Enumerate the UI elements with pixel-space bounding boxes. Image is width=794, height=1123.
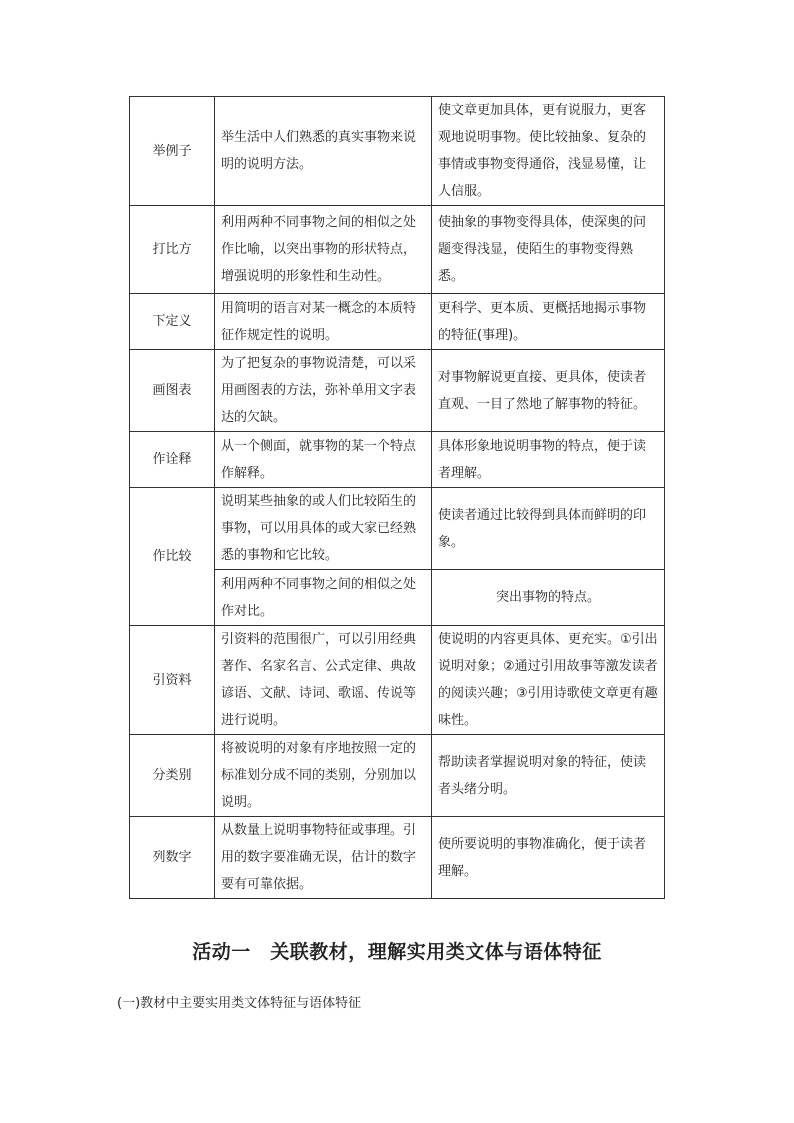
table-row (130, 432, 665, 488)
method-description: 举生活中人们熟悉的真实事物来说明的说明方法。 (215, 97, 432, 206)
method-name: 下定义 (130, 294, 215, 350)
method-description: 引资料的范围很广，可以引用经典著作、名家名言、公式定律、典故谚语、文献、诗词、歌谣、传说等进行说明。 (215, 626, 432, 735)
method-effect: 使文章更加具体，更有说服力，更客观地说明事物。使比较抽象、复杂的事情或事物变得通俗，浅显易懂，让人信服。 (432, 97, 665, 206)
method-name: 分类别 (130, 735, 215, 817)
method-name: 作诠释 (130, 432, 215, 488)
method-description: 用简明的语言对某一概念的本质特征作规定性的说明。 (215, 294, 432, 350)
table-row (130, 626, 665, 735)
method-name: 举例子 (130, 97, 215, 206)
subsection-heading: (一)教材中主要实用类文体特征与语体特征 (117, 996, 362, 1011)
method-effect: 帮助读者掌握说明对象的特征，使读者头绪分明。 (432, 735, 665, 817)
method-description: 利用两种不同事物之间的相似之处作对比。 (215, 570, 432, 626)
method-effect: 具体形象地说明事物的特点，便于读者理解。 (432, 432, 665, 488)
method-description: 说明某些抽象的或人们比较陌生的事物，可以用具体的或大家已经熟悉的事物和它比较。 (215, 488, 432, 570)
table-row (130, 206, 665, 294)
method-effect: 突出事物的特点。 (432, 570, 665, 626)
method-effect: 使读者通过比较得到具体而鲜明的印象。 (432, 488, 665, 570)
section-title: 活动一 关联教材，理解实用类文体与语体特征 (192, 941, 602, 963)
method-description: 将被说明的对象有序地按照一定的标准划分成不同的类别，分别加以说明。 (215, 735, 432, 817)
method-name: 打比方 (130, 206, 215, 294)
method-description: 从一个侧面，就事物的某一个特点作解释。 (215, 432, 432, 488)
table-row (130, 488, 665, 570)
table-row (130, 294, 665, 350)
method-name: 列数字 (130, 817, 215, 899)
method-description: 从数量上说明事物特征或事理。引用的数字要准确无误，估计的数字要有可靠依据。 (215, 817, 432, 899)
method-effect: 更科学、更本质、更概括地揭示事物的特征(事理)。 (432, 294, 665, 350)
method-description: 为了把复杂的事物说清楚，可以采用画图表的方法，弥补单用文字表达的欠缺。 (215, 350, 432, 432)
table-row (130, 350, 665, 432)
rhetoric-methods-table (129, 96, 665, 899)
method-effect: 使抽象的事物变得具体，使深奥的问题变得浅显，使陌生的事物变得熟悉。 (432, 206, 665, 294)
method-effect: 使所要说明的事物准确化，便于读者理解。 (432, 817, 665, 899)
table-row (130, 817, 665, 899)
method-description: 利用两种不同事物之间的相似之处作比喻，以突出事物的形状特点，增强说明的形象性和生动性。 (215, 206, 432, 294)
method-name: 引资料 (130, 626, 215, 735)
table-row (130, 97, 665, 206)
method-name: 画图表 (130, 350, 215, 432)
method-effect: 使说明的内容更具体、更充实。①引出说明对象；②通过引用故事等激发读者的阅读兴趣；③引用诗歌使文章更有趣味性。 (432, 626, 665, 735)
method-name: 作比较 (130, 488, 215, 626)
table-row (130, 735, 665, 817)
method-effect: 对事物解说更直接、更具体，使读者直观、一目了然地了解事物的特征。 (432, 350, 665, 432)
